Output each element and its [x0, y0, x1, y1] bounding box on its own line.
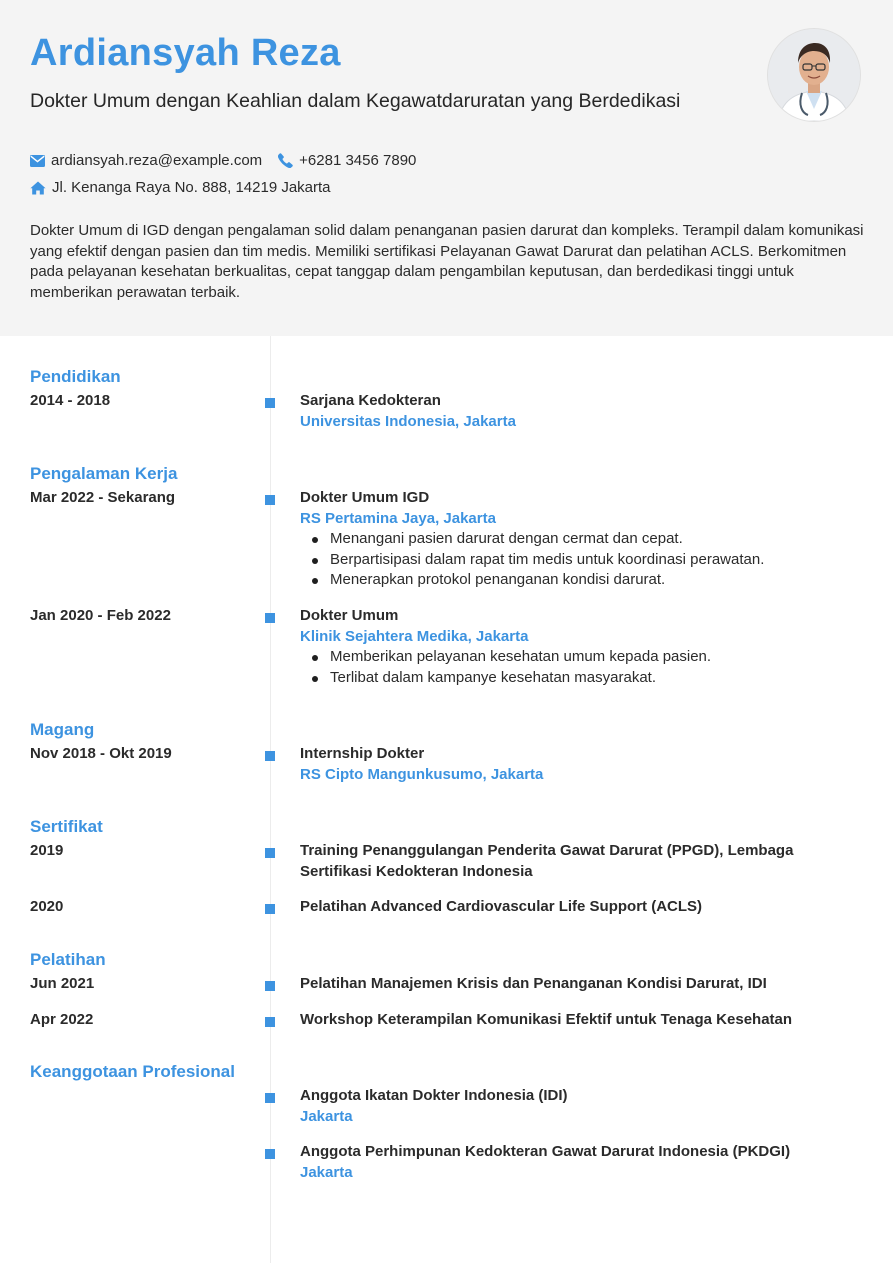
section-title-internship: Magang: [30, 720, 95, 739]
responsibility-list: [300, 647, 865, 688]
experience-entry: [300, 606, 865, 688]
entry-title: Dokter Umum IGD: [300, 489, 430, 506]
email-text[interactable]: ardiansyah.reza@example.com: [51, 152, 263, 169]
timeline-marker: [265, 981, 275, 991]
entry-title: Sarjana Kedokteran: [300, 392, 441, 409]
candidate-headline: Dokter Umum dengan Keahlian dalam Kegawatdaruratan yang Berdedikasi: [30, 90, 681, 112]
timeline-marker: [265, 398, 275, 408]
entry-date: 2020: [30, 898, 64, 915]
section-title-training: Pelatihan: [30, 950, 106, 969]
list-item: Menangani pasien darurat dengan cermat dan cepat.: [300, 529, 865, 550]
phone-text[interactable]: +6281 3456 7890: [299, 152, 417, 169]
certificate-entry: [300, 897, 865, 918]
entry-title: Dokter Umum: [300, 607, 399, 624]
profile-summary: Dokter Umum di IGD dengan pengalaman solid dalam penanganan pasien darurat dan kompleks. Terampil dalam komunikasi yang efektif dengan pasien dan tim medis. Memiliki sertifikasi Pelayanan Gawat Darurat dan pelatihan ACLS. Berkomitmen pada pelayanan kesehatan berkualitas, cepat tanggap dalam pengambilan keputusan, dan berdedikasi tinggi untuk memberikan perawatan terbaik.: [30, 222, 864, 301]
section-title-education: Pendidikan: [30, 367, 121, 386]
entry-date: 2014 - 2018: [30, 392, 111, 409]
entry-title: Anggota Ikatan Dokter Indonesia (IDI): [300, 1087, 568, 1104]
entry-institution: RS Cipto Mangunkusumo, Jakarta: [300, 765, 544, 783]
resume-header: [0, 0, 893, 336]
home-icon: [30, 181, 46, 195]
phone-icon: [278, 153, 293, 168]
education-entry: [300, 391, 865, 432]
section-title-memberships: Keanggotaan Profesional: [30, 1062, 235, 1081]
entry-location: Jakarta: [300, 1163, 353, 1181]
contact-row-1: [30, 152, 432, 169]
timeline-marker: [265, 495, 275, 505]
entry-title: Pelatihan Manajemen Krisis dan Penanganan Kondisi Darurat, IDI: [300, 975, 767, 992]
timeline-marker: [265, 613, 275, 623]
training-entry: [300, 1010, 865, 1031]
list-item: Menerapkan protokol penanganan kondisi darurat.: [300, 570, 865, 591]
envelope-icon: [30, 155, 45, 167]
entry-title: Internship Dokter: [300, 745, 425, 762]
certificate-entry: [300, 841, 865, 882]
section-title-certificates: Sertifikat: [30, 817, 103, 836]
entry-date: Nov 2018 - Okt 2019: [30, 745, 172, 762]
list-item: Memberikan pelayanan kesehatan umum kepada pasien.: [300, 647, 865, 668]
timeline-marker: [265, 751, 275, 761]
candidate-name: Ardiansyah Reza: [30, 32, 341, 74]
membership-entry: [300, 1142, 865, 1183]
section-title-experience: Pengalaman Kerja: [30, 464, 178, 483]
entry-employer: RS Pertamina Jaya, Jakarta: [300, 509, 496, 527]
entry-title: Pelatihan Advanced Cardiovascular Life Support (ACLS): [300, 898, 703, 915]
entry-date: Mar 2022 - Sekarang: [30, 489, 176, 506]
responsibility-list: [300, 529, 865, 591]
phone-item[interactable]: [278, 152, 416, 169]
timeline-marker: [265, 848, 275, 858]
entry-date: 2019: [30, 842, 64, 859]
entry-title: Training Penanggulangan Penderita Gawat Darurat (PPGD), Lembaga Sertifikasi Kedokteran Indonesia: [300, 842, 794, 880]
timeline-marker: [265, 1149, 275, 1159]
profile-photo: [768, 29, 860, 121]
membership-entry: [300, 1086, 865, 1127]
address-item: [30, 179, 331, 196]
entry-employer: Klinik Sejahtera Medika, Jakarta: [300, 627, 529, 645]
entry-date: Jun 2021: [30, 975, 95, 992]
timeline-divider: [270, 336, 271, 1263]
list-item: Berpartisipasi dalam rapat tim medis untuk koordinasi perawatan.: [300, 550, 865, 571]
entry-date: Jan 2020 - Feb 2022: [30, 607, 171, 624]
contact-row-2: [30, 179, 347, 196]
entry-date: Apr 2022: [30, 1011, 94, 1028]
timeline-marker: [265, 1093, 275, 1103]
training-entry: [300, 974, 865, 995]
address-text: Jl. Kenanga Raya No. 888, 14219 Jakarta: [52, 179, 331, 196]
internship-entry: [300, 744, 865, 785]
entry-location: Jakarta: [300, 1107, 353, 1125]
list-item: Terlibat dalam kampanye kesehatan masyarakat.: [300, 668, 865, 689]
entry-institution: Universitas Indonesia, Jakarta: [300, 412, 516, 430]
entry-title: Workshop Keterampilan Komunikasi Efektif untuk Tenaga Kesehatan: [300, 1011, 793, 1028]
email-item[interactable]: [30, 152, 262, 169]
entry-title: Anggota Perhimpunan Kedokteran Gawat Darurat Indonesia (PKDGI): [300, 1143, 791, 1160]
timeline-marker: [265, 904, 275, 914]
experience-entry: [300, 488, 865, 591]
timeline-marker: [265, 1017, 275, 1027]
